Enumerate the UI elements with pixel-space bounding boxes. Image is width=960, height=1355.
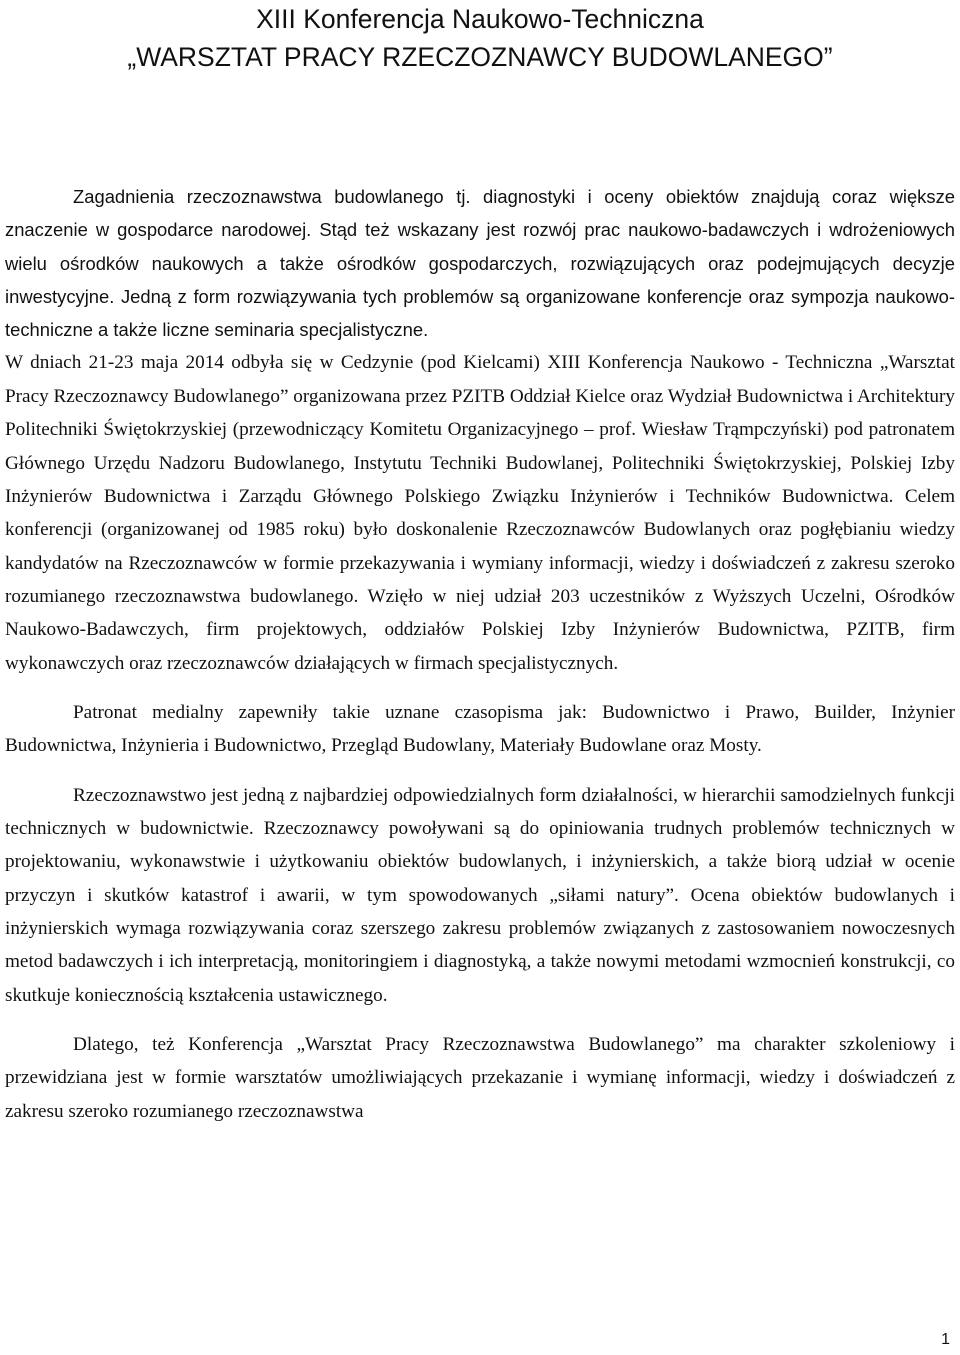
paragraph-expertise: Rzeczoznawstwo jest jedną z najbardziej odpowiedzialnych form działalności, w hierarchii samodzielnych funkcji technicznych w budownictwie. Rzeczoznawcy powoływani są do opiniowania trudnych problemów technicznych w projektowaniu, wykonawstwie i użytkowaniu obiektów budowlanych, i inżynierskich, a także biorą udział w ocenie przyczyn i skutków katastrof i awarii, w tym spowodowanych „siłami natury”. Ocena obiektów budowlanych i inżynierskich wymaga rozwiązywania coraz szerszego zakresu problemów związanych z zastosowaniem nowoczesnych metod badawczych i ich interpretacją, monitoringiem i diagnostyką, a także nowymi metodami wzmocnień konstrukcji, co skutkuje koniecznością kształcenia ustawicznego. xyxy=(5,784,955,1006)
document-body xyxy=(5,180,955,1128)
document-header xyxy=(0,0,960,76)
paragraph-conference-details: W dniach 21-23 maja 2014 odbyła się w Cedzynie (pod Kielcami) XIII Konferencja Naukowo - Techniczna „Warsztat Pracy Rzeczoznawcy Budowlanego” organizowana przez PZITB Oddział Kielce oraz Wydział Budownictwa i Architektury Politechniki Świętokrzyskiej (przewodniczący Komitetu Organizacyjnego – prof. Wiesław Trąmpczyński) pod patronatem Głównego Urzędu Nadzoru Budowlanego, Instytutu Techniki Budowlanej, Politechniki Świętokrzyskiej, Polskiej Izby Inżynierów Budownictwa i Zarządu Głównego Polskiego Związku Inżynierów i Techników Budownictwa. Celem konferencji (organizowanej od 1985 roku) było doskonalenie Rzeczoznawców Budowlanych oraz pogłębianiu wiedzy kandydatów na Rzeczoznawców w formie przekazywania i wymiany informacji, wiedzy i doświadczeń z zakresu szeroko rozumianego rzeczoznawstwa budowlanego. Wzięło w niej udział 203 uczestników z Wyższych Uczelni, Ośrodków Naukowo-Badawczych, firm projektowych, oddziałów Polskiej Izby Inżynierów Budownictwa, PZITB, firm wykonawczych oraz rzeczoznawców działających w firmach specjalistycznych. xyxy=(5,352,955,674)
paragraph-media-patronage: Patronat medialny zapewniły takie uznane czasopisma jak: Budownictwo i Prawo, Builder, Inżynier Budownictwa, Inżynieria i Budownictwo, Przegląd Budowlany, Materiały Budowlane oraz Mosty. xyxy=(5,701,955,757)
conference-title: XIII Konferencja Naukowo-Techniczna xyxy=(256,4,704,34)
paragraph-conclusion: Dlatego, też Konferencja „Warsztat Pracy Rzeczoznawstwa Budowlanego” ma charakter szkoleniowy i przewidziana jest w formie warsztatów umożliwiających przekazanie i wymianę informacji, wiedzy i doświadczeń z zakresu szeroko rozumianego rzeczoznawstwa xyxy=(5,1034,955,1122)
page-number: 1 xyxy=(941,1331,950,1348)
paragraph-intro: Zagadnienia rzeczoznawstwa budowlanego tj. diagnostyki i oceny obiektów znajdują coraz większe znaczenie w gospodarce narodowej. Stąd też wskazany jest rozwój prac naukowo-badawczych i wdrożeniowych wielu ośrodków naukowych a także ośrodków gospodarczych, rozwiązujących oraz podejmujących decyzje inwestycyjne. Jedną z form rozwiązywania tych problemów są organizowane konferencje oraz sympozja naukowo-techniczne a także liczne seminaria specjalistyczne. xyxy=(5,186,955,341)
conference-subtitle: „WARSZTAT PRACY RZECZOZNAWCY BUDOWLANEGO” xyxy=(127,42,833,72)
